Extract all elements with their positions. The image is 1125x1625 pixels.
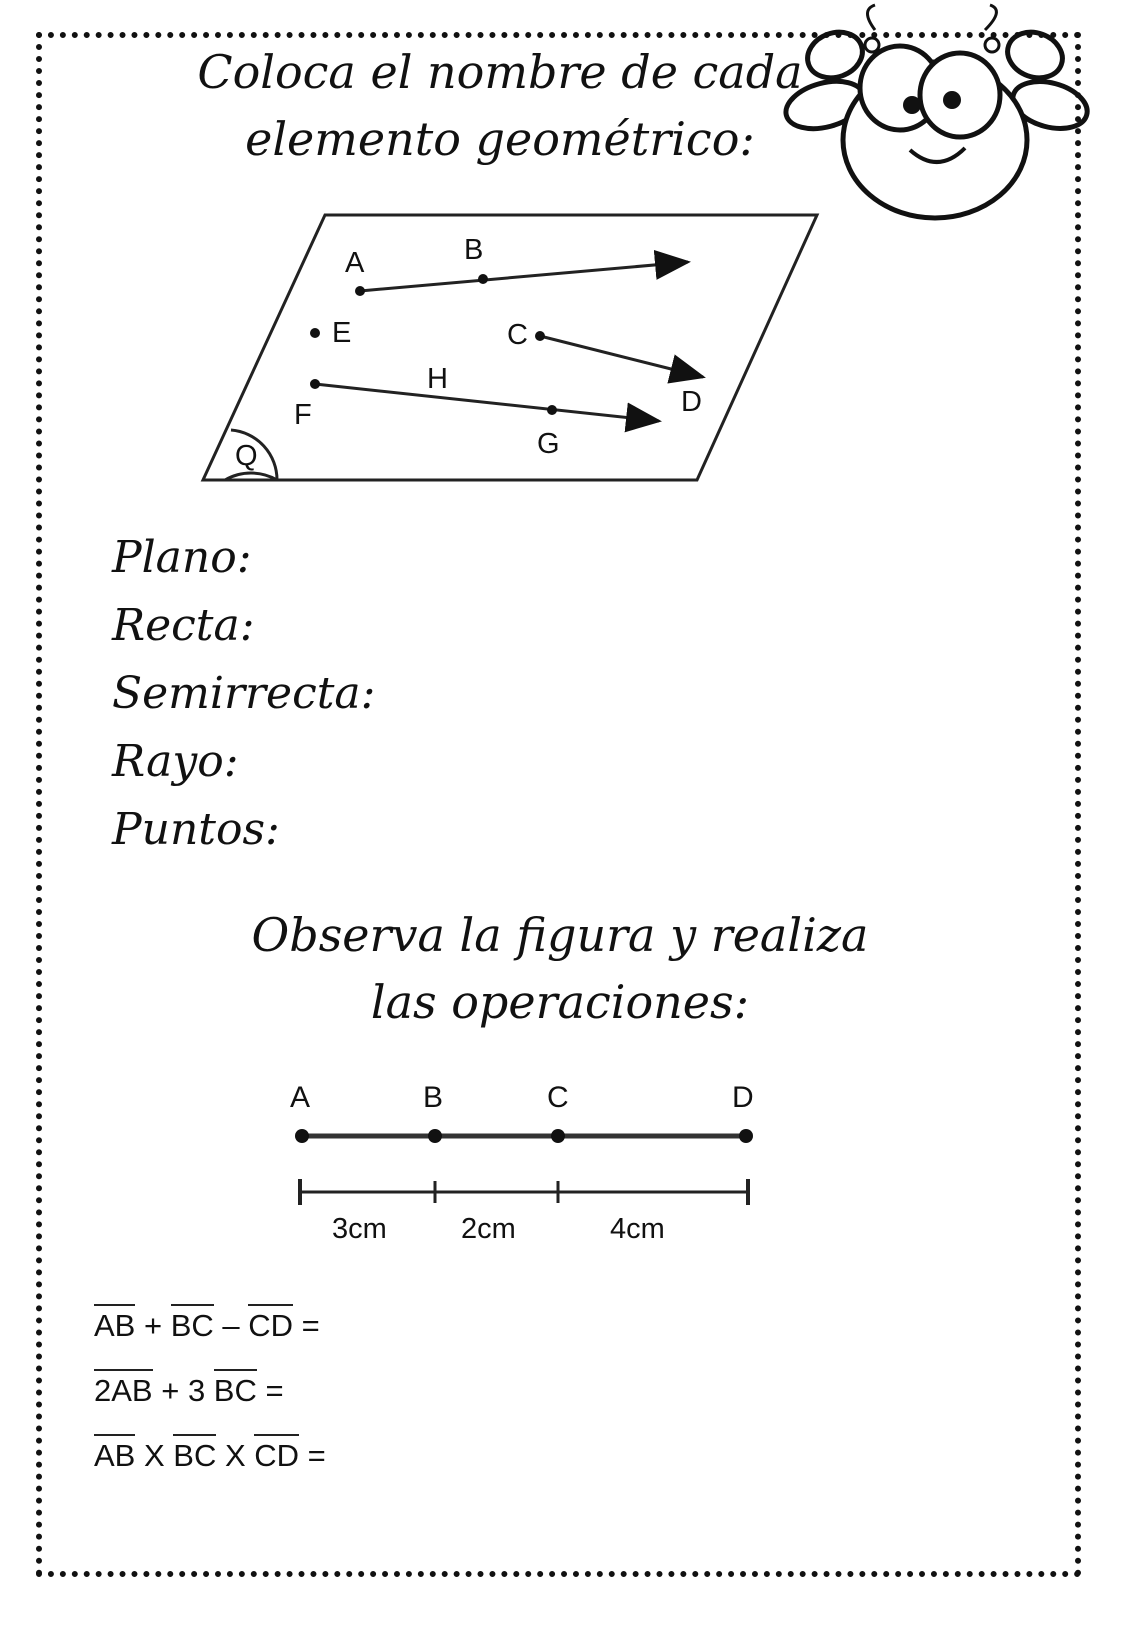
segment-label-c: C <box>547 1081 569 1114</box>
ray-fg <box>315 384 659 421</box>
op2-equals: = <box>256 1373 284 1408</box>
label-d: D <box>681 386 702 418</box>
section2-title-line2: las operaciones: <box>370 975 750 1029</box>
label-q: Q <box>235 440 258 472</box>
label-a: A <box>345 247 365 279</box>
op2-coefficient: 2 <box>94 1373 112 1408</box>
segment-point-c <box>551 1129 565 1143</box>
answer-recta: Recta: <box>112 600 255 651</box>
length-cd: 4cm <box>610 1213 665 1245</box>
segment-point-a <box>295 1129 309 1143</box>
op3-term-bc: BC <box>173 1434 216 1473</box>
label-c: C <box>507 319 528 351</box>
op1-equals: = <box>293 1308 320 1343</box>
label-f: F <box>294 399 312 431</box>
point-c <box>535 331 545 341</box>
op1-term-ab: AB <box>94 1304 135 1343</box>
op3-equals: = <box>299 1438 326 1473</box>
label-e: E <box>332 317 352 349</box>
segment-figure <box>270 1070 790 1260</box>
point-b <box>478 274 488 284</box>
segment-label-d: D <box>732 1081 754 1114</box>
geometry-figure <box>195 205 835 495</box>
segment-point-b <box>428 1129 442 1143</box>
op3-term-cd: CD <box>254 1434 299 1473</box>
label-h: H <box>427 363 448 395</box>
op2-ab: AB <box>111 1373 153 1408</box>
ray-ab <box>360 262 688 291</box>
length-bc: 2cm <box>461 1213 516 1245</box>
op3-term-ab: AB <box>94 1434 135 1473</box>
op2-term-bc: BC <box>214 1369 257 1408</box>
point-a <box>355 286 365 296</box>
label-g: G <box>537 428 560 460</box>
answer-plano: Plano: <box>112 532 252 583</box>
op1-term-cd: CD <box>248 1304 293 1343</box>
op1-sign-plus: + <box>135 1308 171 1343</box>
section1-title-line2: elemento geométrico: <box>245 112 755 166</box>
answer-rayo: Rayo: <box>112 736 239 787</box>
answer-puntos: Puntos: <box>112 804 280 855</box>
op3-sign-x2: X <box>216 1438 255 1473</box>
answer-semirrecta: Semirrecta: <box>112 668 376 719</box>
segment-label-b: B <box>423 1081 444 1114</box>
point-g <box>547 405 557 415</box>
section2-title-line1: Observa la figura y realiza <box>251 908 869 962</box>
operation-1 <box>94 1308 320 1344</box>
op2-term-2ab <box>94 1369 153 1408</box>
ray-cd <box>540 336 703 377</box>
point-e <box>310 328 320 338</box>
point-f <box>310 379 320 389</box>
operation-2 <box>94 1373 284 1409</box>
section1-title-line1: Coloca el nombre de cada <box>197 45 803 99</box>
label-b: B <box>464 234 484 266</box>
segment-point-d <box>739 1129 753 1143</box>
segment-label-a: A <box>290 1081 311 1114</box>
op1-sign-minus: – <box>213 1308 249 1343</box>
length-ab: 3cm <box>332 1213 387 1245</box>
operation-3 <box>94 1438 326 1474</box>
op1-term-bc: BC <box>171 1304 214 1343</box>
op3-sign-x1: X <box>135 1438 174 1473</box>
op2-sign-plus: + 3 <box>152 1373 214 1408</box>
